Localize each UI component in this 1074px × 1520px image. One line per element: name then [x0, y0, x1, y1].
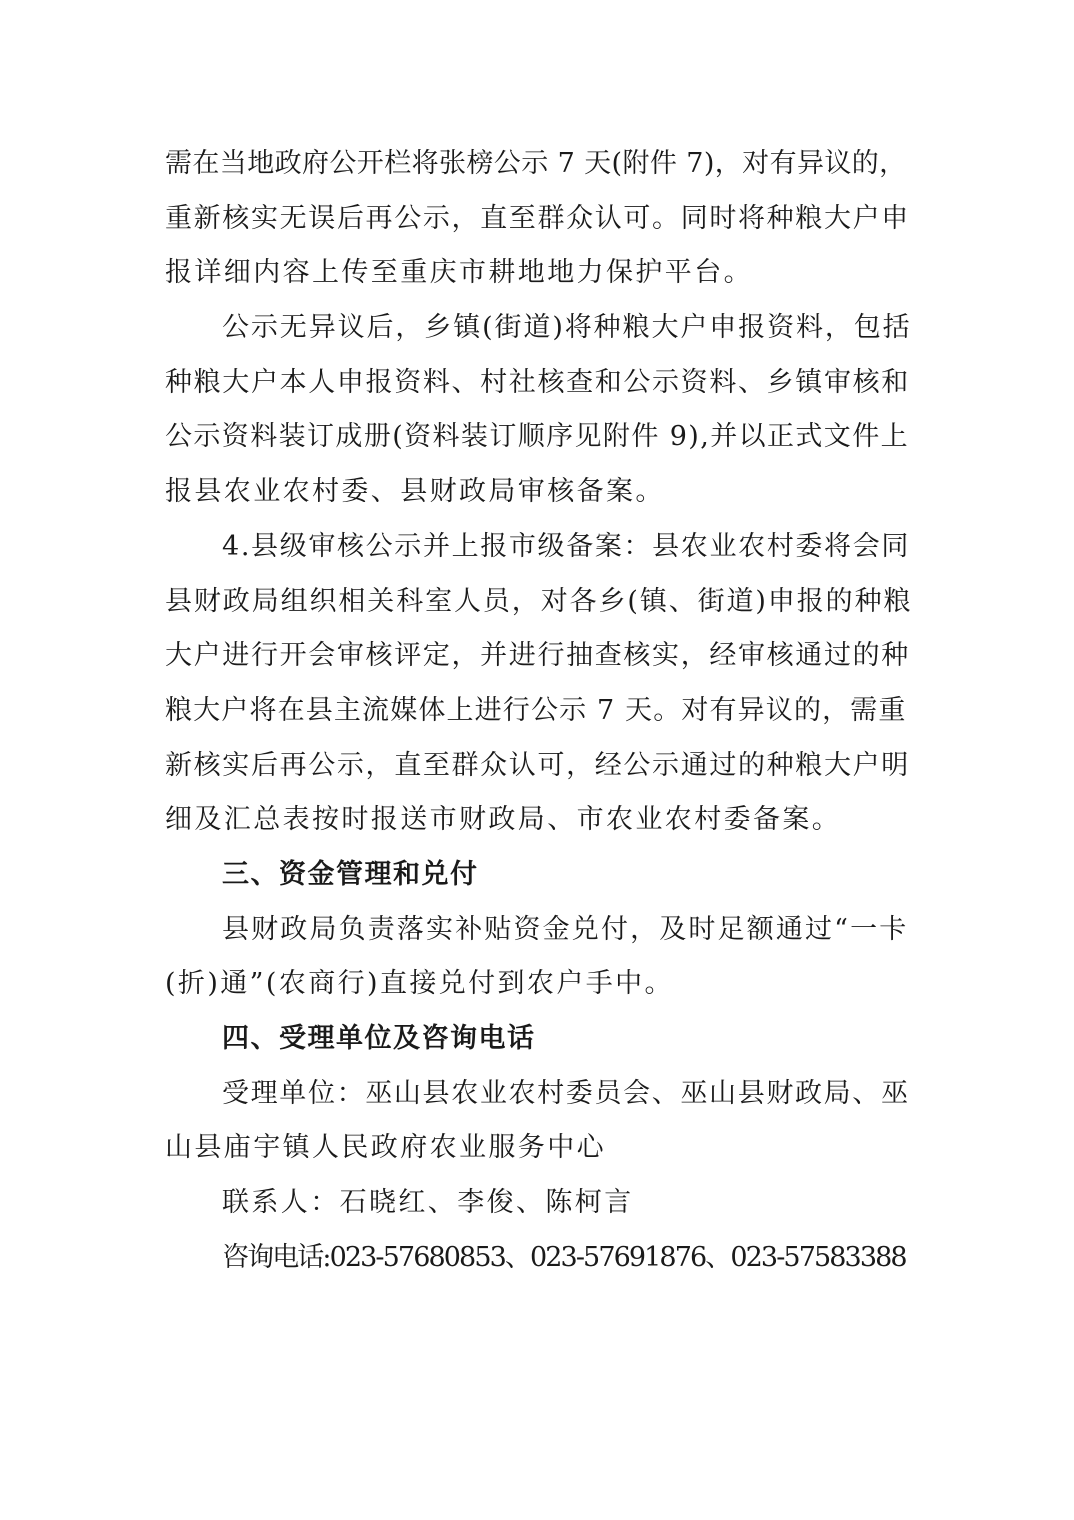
text-line: 大户进行开会审核评定，并进行抽查核实，经审核通过的种	[165, 640, 910, 672]
text-line: 4.县级审核公示并上报市级备案：县农业农村委将会同	[222, 530, 911, 562]
text-line: 公示无异议后，乡镇(街道)将种粮大户申报资料，包括	[222, 312, 912, 344]
text-line: 粮大户将在县主流媒体上进行公示 7 天。对有异议的，需重	[165, 694, 907, 726]
document-body	[165, 137, 912, 1285]
text-line: 受理单位：巫山县农业农村委员会、巫山县财政局、巫	[222, 1077, 910, 1109]
text-line: 县财政局负责落实补贴资金兑付，及时足额通过“一卡	[222, 913, 909, 945]
text-line: 报详细内容上传至重庆市耕地地力保护平台。	[165, 257, 753, 289]
text-line: 报县农业农村委、县财政局审核备案。	[165, 476, 665, 508]
text-line: 细及汇总表按时报送市财政局、市农业农村委备案。	[165, 804, 842, 836]
text-line: (折)通”(农商行)直接兑付到农户手中。	[165, 968, 674, 1000]
text-line: 需在当地政府公开栏将张榜公示 7 天(附件 7)，对有异议的，	[165, 148, 907, 179]
text-line: 山县庙宇镇人民政府农业服务中心	[165, 1132, 606, 1164]
text-line: 公示资料装订成册(资料装订顺序见附件 9),并以正式文件上	[165, 421, 910, 453]
section-heading-funds: 三、资金管理和兑付	[222, 858, 479, 890]
text-line: 种粮大户本人申报资料、村社核查和公示资料、乡镇审核和	[165, 366, 910, 398]
text-line: 新核实后再公示，直至群众认可，经公示通过的种粮大户明	[165, 749, 910, 781]
contact-phones: 咨询电话:023-57680853、023-57691876、023-57583388	[222, 1241, 906, 1273]
text-line: 重新核实无误后再公示，直至群众认可。同时将种粮大户申	[165, 202, 910, 234]
contact-persons: 联系人：石晓红、李俊、陈柯言	[222, 1187, 634, 1219]
section-heading-contact: 四、受理单位及咨询电话	[222, 1023, 536, 1054]
text-line: 县财政局组织相关科室人员，对各乡(镇、街道)申报的种粮	[165, 585, 913, 617]
